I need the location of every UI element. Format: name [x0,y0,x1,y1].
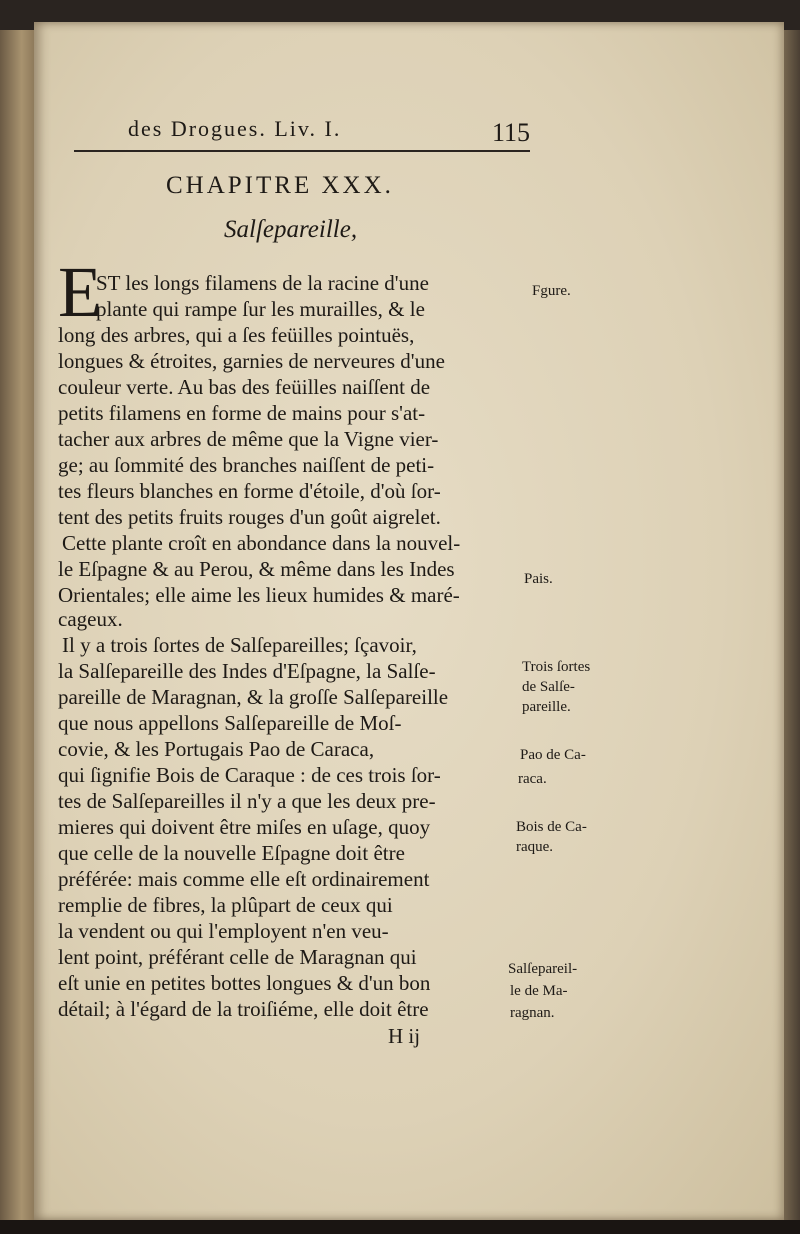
margin-note: pareille. [522,699,571,715]
text-line: remplie de fibres, la plûpart de ceux qui [58,893,393,917]
text-line: préférée: mais comme elle eſt ordinairement [58,867,430,891]
margin-note: Bois de Ca- [516,819,587,835]
signature-mark: H ij [388,1024,421,1048]
text-line: détail; à l'égard de la troiſiéme, elle doit être [58,997,429,1021]
text-line: le Eſpagne & au Perou, & même dans les Indes [58,557,455,581]
text-line: qui ſignifie Bois de Caraque : de ces trois ſor- [58,763,441,787]
margin-note: raque. [516,839,554,855]
chapter-title: CHAPITRE XXX. [166,172,394,199]
margin-note: le de Ma- [510,983,568,999]
text-line: pareille de Maragnan, & la groſſe Salſepareille [58,685,449,709]
text-line: que nous appellons Salſepareille de Moſ- [58,711,402,735]
text-line: que celle de la nouvelle Eſpagne doit être [58,841,405,865]
scan-border-bottom [0,1220,800,1234]
text-line: Orientales; elle aime les lieux humides & maré- [58,583,460,607]
margin-note: raca. [518,771,547,787]
text-line: la Salſepareille des Indes d'Eſpagne, la Salſe- [58,659,436,683]
margin-note: de Salſe- [522,679,575,695]
text-line: cageux. [58,607,123,631]
text-line: ge; au ſommité des branches naiſſent de peti- [58,453,435,477]
text-line: longues & étroites, garnies de nerveures d'une [58,349,445,373]
text-line: plante qui rampe ſur les murailles, & le [96,297,425,321]
text-line: Cette plante croît en abondance dans la nouvel- [62,531,461,555]
facing-page-edge [0,30,36,1220]
text-line: mieres qui doivent être miſes en uſage, quoy [58,815,431,839]
text-line: petits filamens en forme de mains pour s'at- [58,401,426,425]
text-line: la vendent ou qui l'employent n'en veu- [58,919,389,943]
text-line: tes fleurs blanches en forme d'étoile, d'où ſor- [58,479,441,503]
text-line: ST les longs filamens de la racine d'une [96,271,429,295]
margin-note: Pao de Ca- [520,747,586,763]
margin-note: Pais. [524,571,553,587]
text-line: tacher aux arbres de même que la Vigne vier- [58,427,439,451]
margin-note: Fgure. [532,283,571,299]
header-rule [74,150,530,152]
book-edge-right [782,30,800,1220]
page-number: 115 [492,118,531,147]
drop-cap: E [58,252,102,332]
chapter-subtitle: Salſepareille, [224,216,358,243]
text-line: lent point, préférant celle de Maragnan qui [58,945,417,969]
text-line: tent des petits fruits rouges d'un goût aigrelet. [58,505,441,529]
text-line: tes de Salſepareilles il n'y a que les deux pre- [58,789,436,813]
text-line: couleur verte. Au bas des feüilles naiſſent de [58,375,431,399]
text-line: Il y a trois ſortes de Salſepareilles; ſçavoir, [62,633,417,657]
margin-note: Salſepareil- [508,961,578,977]
running-title: des Drogues. Liv. I. [128,116,342,141]
margin-note: Trois ſortes [522,659,591,675]
margin-note: ragnan. [510,1005,555,1021]
text-line: covie, & les Portugais Pao de Caraca, [58,737,375,761]
text-line: long des arbres, qui a ſes feüilles pointuës, [58,323,415,347]
text-line: eſt unie en petites bottes longues & d'un bon [58,971,431,995]
